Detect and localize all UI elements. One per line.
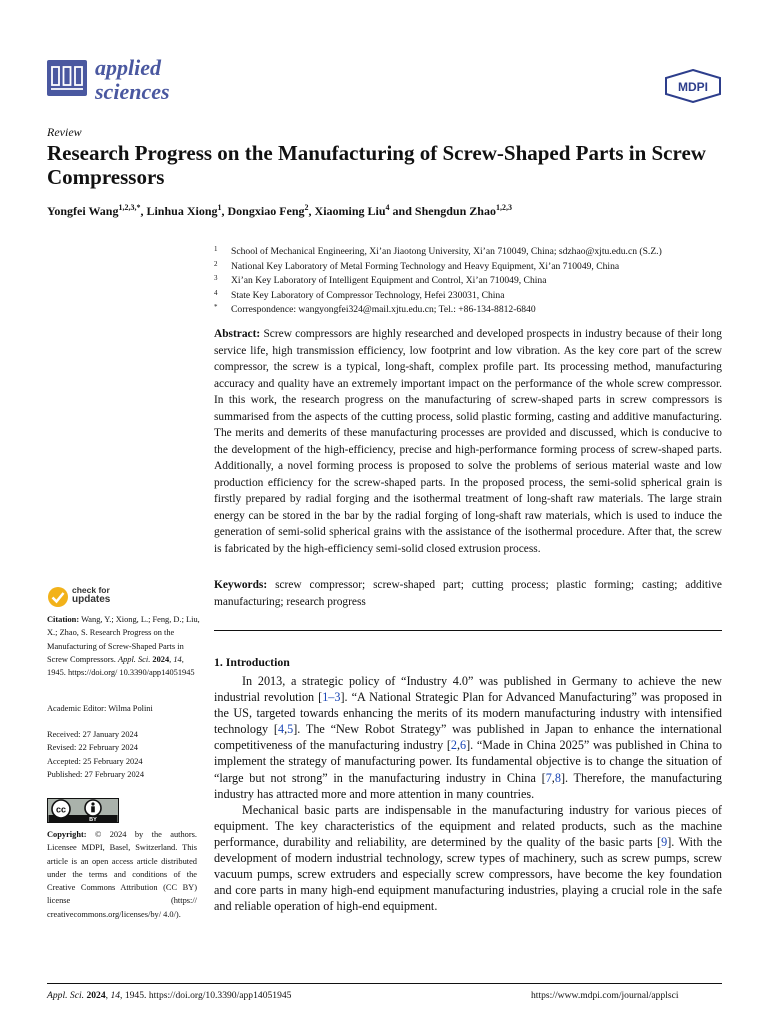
check-for-updates-button[interactable]: [47, 585, 147, 609]
date-item: Accepted: 25 February 2024: [47, 756, 143, 766]
reference-link[interactable]: 9: [661, 834, 668, 849]
paragraph-text: ]. With the development of modern industrial technology, screw types of machinery, such as screw pumps, screw vacuum pumps, screw extruders and especially screw compressors, have become the key foundation and core parts in many high-end equipment manufacturing industries, playing a crucial role in the safe and reliable operation of high-end equipment.: [214, 834, 722, 914]
affiliations: [214, 245, 734, 318]
author-separator: ,: [221, 204, 228, 218]
citation-label: Citation:: [47, 615, 80, 624]
journal-logo-icon: [47, 60, 87, 96]
affiliation-marker: 4: [214, 288, 218, 297]
author-separator: ,: [308, 204, 315, 218]
citation-doi[interactable]: , 1945. https://doi.org/ 10.3390/app14051945: [47, 654, 195, 678]
citation-journal: Appl. Sci.: [117, 654, 151, 664]
introduction-body: [214, 673, 722, 914]
introduction-paragraph-1: [214, 673, 722, 802]
journal-name-line1: applied: [95, 55, 161, 80]
affiliation-marker: 1: [214, 245, 218, 253]
affiliation-text: Xi’an Key Laboratory of Intelligent Equipment and Control, Xi’an 710049, China: [231, 275, 547, 286]
footer-journal: Appl. Sci.: [47, 990, 85, 1001]
academic-editor: Academic Editor: Wilma Polini: [47, 704, 153, 713]
author-name: Shengdun Zhao: [414, 204, 496, 218]
paragraph-text: ,: [284, 722, 288, 737]
affiliation-marker: *: [214, 303, 218, 311]
author-affiliation-marker: 1,2,3: [495, 203, 512, 212]
abstract: [214, 326, 722, 557]
reference-link[interactable]: 5: [287, 722, 294, 737]
affiliation-text: National Key Laboratory of Metal Forming Technology and Heavy Equipment, Xi’an 710049, China: [231, 260, 620, 272]
footer-year: 2024: [86, 990, 106, 1001]
svg-text:cc: cc: [55, 804, 67, 815]
reference-link[interactable]: 7: [545, 770, 552, 785]
abstract-text: Screw compressors are highly researched and developed prospects in industry because of their long service life, high transmission efficiency, low footprint and low vibration. As the key core part of the screw compressor, the screw is a typical, long-shaft, complex profile part. Its processing method, manufacturing accuracy and quality have an extremely important impact on the performance of the whole screw compressor. In this work, the research progress on the manufacturing of screw-shaped parts in screw compressors is summarised from the aspects of the cutting process, solid plastic forming, casting and additive manufacturing. The merits and demerits of these manufacturing processes are provided and discussed, which is conducive to the development of the high-efficiency, precise and high-performance forming process of screw-shaped parts. Additionally, a novel forming process is proposed to solve the problems of serious material waste and low production efficiency for the screw-shaped parts. In the proposed process, the semi-solid spherical grain is firstly prepared by radial forging and the isothermal treatment of long-shaft raw materials. The large strain energy can be stored in the bar by the radial forging of long-shaft raw materials, which is used to induce the generation of semi-solid spherical grains with the assistance of the isothermal procedure. After that, the screw is fabricated by the high-efficiency semi-solid closed extrusion process.: [214, 328, 722, 555]
footer-doi[interactable]: , 1945. https://doi.org/10.3390/app14051945: [120, 990, 292, 1001]
citation-year: 2024: [152, 654, 170, 664]
reference-link[interactable]: 8: [554, 770, 561, 785]
affiliation-text: State Key Laboratory of Compressor Technology, Hefei 230031, China: [231, 289, 505, 301]
author-name: Dongxiao Feng: [227, 204, 305, 218]
article-type: Review: [47, 125, 82, 139]
abstract-label: Abstract:: [214, 328, 261, 340]
copyright-notice: [47, 828, 197, 921]
author-list: [47, 203, 512, 219]
check-updates-line1: check for: [72, 585, 110, 595]
affiliation-marker: 2: [214, 259, 218, 268]
paragraph-text: ]. “Made in China 2025” was published in China to implement the strategy of manufacturing power. Its fundamental objective is to change the situation of “large but not strong” in the manufacturing industry in China [: [214, 738, 722, 785]
footer-divider: [47, 983, 722, 984]
affiliation-text: Correspondence: wangyongfei324@mail.xjtu.edu.cn; Tel.: +86-134-8812-6840: [231, 304, 536, 315]
keywords: [214, 577, 722, 610]
author-affiliation-marker: 1: [217, 203, 222, 212]
affiliation-item: [214, 260, 734, 275]
paragraph-text: Mechanical basic parts are indispensable in the manufacturing industry for various pieces of equipment. The key characteristics of the equipment and related products, such as the machine performance, durability and reliability, are determined by the quality of the basic parts [: [214, 802, 722, 849]
footer-volume: 14: [110, 990, 121, 1001]
paragraph-text: ]. The “New Robot Strategy” was published in Japan to enhance the international competitiveness of the manufacturing industry [: [214, 722, 722, 753]
paragraph-text: ,: [551, 770, 555, 785]
publisher-name: MDPI: [678, 80, 708, 94]
copyright-label: Copyright:: [47, 830, 87, 839]
author-name: Linhua Xiong: [146, 204, 218, 218]
author-separator: and: [389, 204, 415, 218]
affiliation-item: [214, 303, 734, 318]
journal-name-line2: sciences: [95, 79, 170, 104]
footer-citation: Appl. Sci. 2024, 14, 1945. https://doi.org/10.3390/app14051945: [47, 990, 292, 1001]
author-affiliation-marker: 4: [385, 203, 390, 212]
keywords-label: Keywords:: [214, 579, 268, 591]
paragraph-text: In 2013, a strategic policy of “Industry 4.0” was published in Germany to achieve the new industrial revolution [: [214, 674, 722, 705]
date-item: Published: 27 February 2024: [47, 769, 145, 779]
cc-license-label: BY: [89, 817, 97, 823]
reference-link[interactable]: 4: [277, 722, 285, 737]
author-name: Xiaoming Liu: [314, 204, 386, 218]
author-affiliation-marker: 1,2,3,*: [118, 203, 141, 212]
journal-name[interactable]: [95, 56, 170, 104]
article-dates: [47, 728, 144, 781]
mdpi-logo-icon[interactable]: [664, 69, 722, 103]
copyright-text: © 2024 by the authors. Licensee MDPI, Basel, Switzerland. This article is an open access article distributed under the terms and conditions of the Creative Commons Attribution (CC BY) license (https:// creativecommons.org/licenses/by/ 4.0/).: [47, 830, 198, 919]
citation: Citation: Wang, Y.; Xiong, L.; Feng, D.; Liu, X.; Zhao, S. Research Progress on the Manufacturing of Screw-Shaped Parts in Screw Compressors. Appl. Sci. 2024, 14, 1945. https://doi.org/ 10.3390/app14051945: [47, 615, 200, 678]
section-divider: [214, 630, 722, 631]
affiliation-item: [214, 274, 734, 289]
paragraph-text: ]. Therefore, the manufacturing industry has attracted more and more attention in many countries.: [214, 770, 722, 801]
date-item: Received: 27 January 2024: [47, 730, 138, 739]
date-item: Revised: 22 February 2024: [47, 743, 138, 753]
cc-by-license-icon[interactable]: [47, 798, 119, 823]
author-affiliation-marker: 2: [304, 203, 309, 212]
article-title: Research Progress on the Manufacturing of Screw-Shaped Parts in Screw Compressors: [47, 141, 706, 189]
introduction-heading: 1. Introduction: [214, 655, 290, 669]
author-separator: ,: [140, 204, 147, 218]
author-name: Yongfei Wang: [47, 204, 119, 218]
keywords-text: screw compressor; screw-shaped part; cutting process; plastic forming; casting; additive manufacturing; research progress: [214, 579, 722, 608]
check-updates-icon: [47, 586, 69, 608]
reference-link[interactable]: 1–3: [322, 690, 341, 705]
affiliation-item: [214, 289, 734, 304]
paragraph-text: ,: [456, 738, 461, 753]
paragraph-text: ]. “A National Strategic Plan for Advanced Manufacturing” was proposed in the US, targeted towards enhancing the merits of its modern manufacturing industry with intensified technology [: [214, 690, 722, 737]
affiliation-text: School of Mechanical Engineering, Xi’an Jiaotong University, Xi’an 710049, China; sdzhao@xjtu.edu.cn (S.Z.): [231, 246, 662, 257]
introduction-paragraph-2: [214, 802, 722, 915]
check-updates-line2: updates: [72, 594, 111, 605]
reference-link[interactable]: 6: [460, 738, 467, 753]
footer-journal-url[interactable]: https://www.mdpi.com/journal/applsci: [531, 990, 679, 1001]
affiliation-item: [214, 245, 734, 260]
affiliation-marker: 3: [214, 274, 218, 282]
citation-volume: 14: [173, 654, 182, 664]
reference-link[interactable]: 2: [450, 738, 457, 753]
citation-text: Wang, Y.; Xiong, L.; Feng, D.; Liu, X.; Zhao, S. Research Progress on the Manufacturing of Screw-Shaped Parts in Screw Compressors.: [47, 615, 200, 664]
